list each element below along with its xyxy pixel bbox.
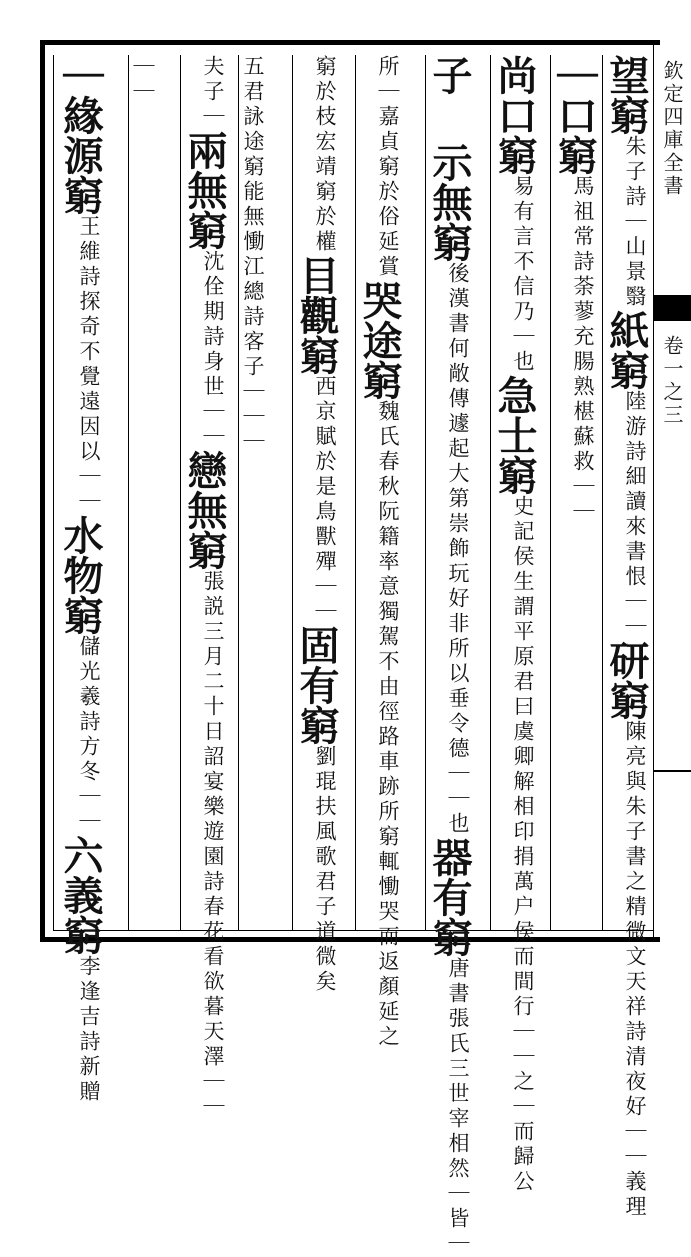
frame-bottom-border [40,937,660,942]
text-column [181,55,228,1120]
frame-top-border [40,40,660,45]
annotation: ｜嘉貞窮於俗延賞 [376,80,400,280]
annotation: 西京賦於是鳥獸殫｜｜ [313,375,337,625]
annotation: 劉琨扶風歌君子道微矣 [313,745,337,995]
frame-left-border [40,40,45,942]
column-rule [128,55,129,930]
annotation: 唐書張氏三世宰相然｜皆｜ [446,957,470,1257]
column-rule [550,55,551,930]
annotation: 後漢書何敞傳遽起大第崇飾玩好非所以垂令德｜｜也 [446,262,470,837]
column-rule [602,55,603,930]
headword: 尚口窮 [491,55,538,175]
annotation: 史記侯生謂平原君曰虞卿解相印捐萬户侯而間行｜｜之｜而歸公 [511,495,535,1195]
text-column [426,55,473,1257]
headword: 紙窮 [603,310,650,390]
frame-right-rule [653,40,654,942]
annotation: 易有言不信乃｜也 [511,175,535,375]
frame-inner-bottom-rule [53,930,653,931]
headword: ｜緣源窮 [57,55,104,215]
text-column [356,55,403,1050]
annotation: 所 [376,55,400,80]
text-column [552,55,596,925]
annotation: 儲光羲詩方冬｜｜ [77,635,101,835]
annotation: 陸游詩細讀來書恨｜｜ [623,390,647,640]
text-column [57,55,104,1105]
headword: 目觀窮 [293,255,340,375]
annotation: 沈佺期詩身世｜｜ [201,250,225,450]
headword: 急士窮 [491,375,538,495]
headword: 望窮 [603,55,650,135]
text-column [240,55,266,925]
fish-tail-mark [653,295,691,321]
margin-volume-label: 卷一之三 [660,335,684,427]
headword: 固有窮 [293,625,340,745]
annotation: ｜｜ [131,55,155,105]
annotation: 陳亮與朱子書之精微文天祥詩清夜好｜｜義理 [623,720,647,1220]
headword: 子 示無窮 [426,55,473,262]
headword: ｜口窮 [551,55,598,175]
annotation: 夫子｜ [201,55,225,130]
annotation: 魏氏春秋阮籍率意獨駕不由徑路車跡所窮輒慟哭而返顏延之 [376,400,400,1050]
text-column [293,55,340,995]
annotation: 李逢吉詩新贈 [77,955,101,1105]
headword: 六義窮 [57,835,104,955]
margin-book-title: 欽定四庫全書 [660,60,684,198]
text-column [603,55,650,1220]
headword: 哭途窮 [356,280,403,400]
column-rule [355,55,356,930]
annotation: 王維詩探奇不覺遠因以｜｜ [77,215,101,515]
headword: 戀無窮 [181,450,228,570]
text-column [491,55,538,1195]
headword: 水物窮 [57,515,104,635]
column-rule [292,55,293,930]
column-rule [238,55,239,930]
headword: 兩無窮 [181,130,228,250]
headword: 研窮 [603,640,650,720]
annotation: 朱子詩｜山景翳 [623,135,647,310]
text-column [130,55,156,925]
annotation: 馬祖常詩荼蓼充腸熟椹蘇救｜｜ [571,175,595,525]
annotation: 五君詠途窮能無慟江總詩客子｜｜｜ [241,55,265,455]
headword: 器有窮 [426,837,473,957]
annotation: 窮於枝宏靖窮於權 [313,55,337,255]
frame-inner-left-rule [53,55,54,931]
fish-tail-rule [653,770,691,772]
annotation: 張説三月二十日詔宴樂遊園詩春花看欲暮天澤｜｜ [201,570,225,1120]
